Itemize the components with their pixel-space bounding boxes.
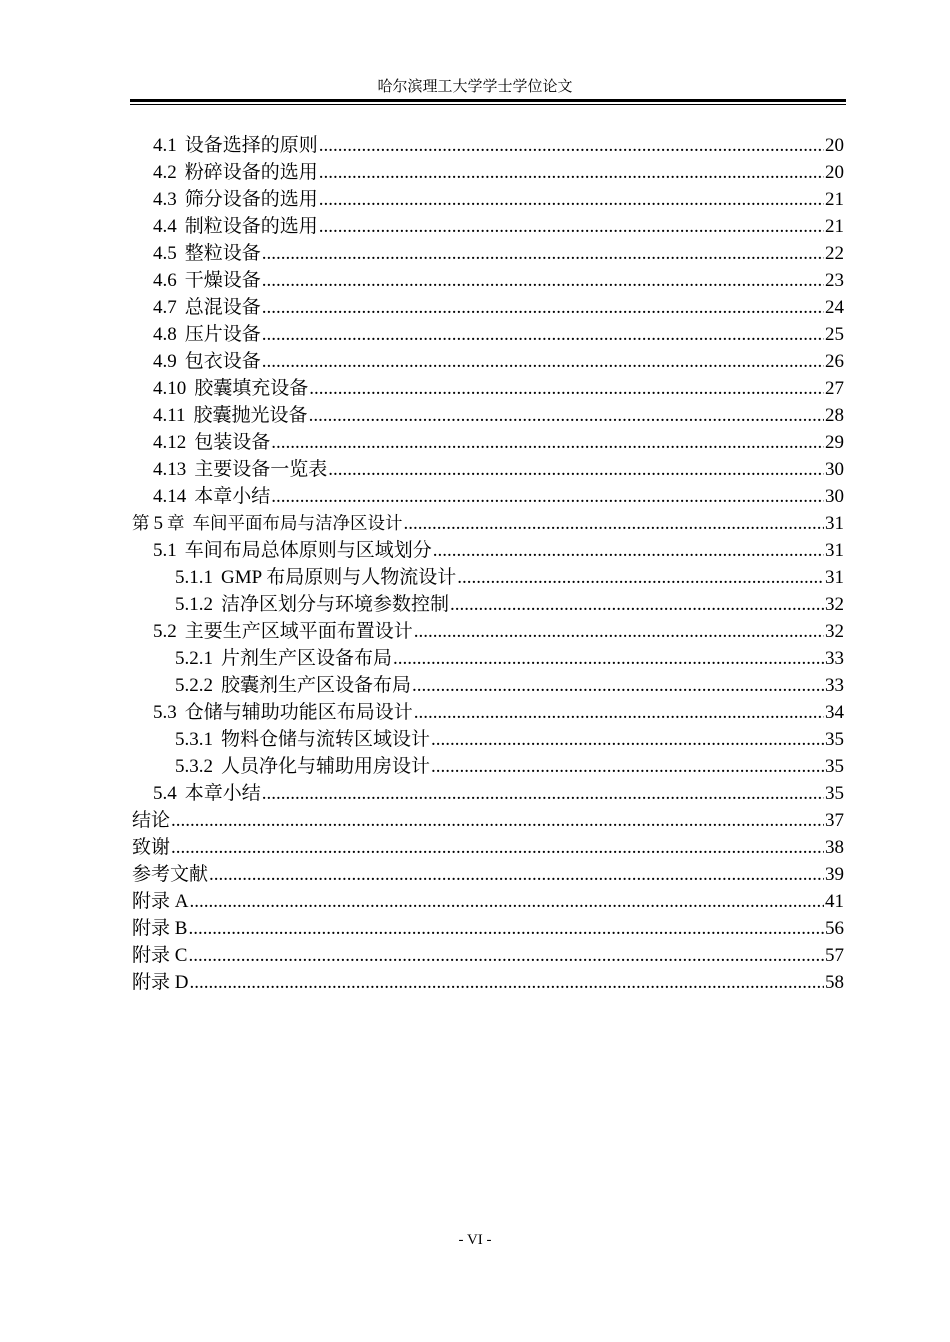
toc-leader-dots — [404, 510, 825, 537]
toc-entry-title: 致谢 — [132, 837, 171, 858]
toc-leader-dots — [188, 915, 824, 942]
toc-leader-dots — [319, 213, 824, 240]
toc-leader-dots — [189, 969, 824, 996]
toc-leader-dots — [414, 699, 824, 726]
toc-entry-label — [175, 645, 392, 672]
toc-leader-dots — [319, 132, 824, 159]
toc-entry-title: 总混设备 — [184, 297, 261, 318]
toc-entry-page: 22 — [825, 243, 844, 264]
toc-entry[interactable] — [132, 942, 844, 969]
toc-entry[interactable] — [132, 672, 844, 699]
toc-entry[interactable] — [132, 780, 844, 807]
toc-entry-title: 本章小结 — [194, 486, 271, 507]
toc-entry-page: 57 — [825, 945, 844, 966]
toc-entry[interactable] — [132, 969, 844, 996]
toc-entry-label — [132, 969, 188, 996]
toc-entry-number: 5.2 — [153, 621, 177, 642]
toc-entry-label — [153, 186, 318, 213]
toc-entry-title: 附录 D — [132, 972, 189, 993]
toc-entry-label — [153, 321, 261, 348]
toc-leader-dots — [262, 267, 824, 294]
toc-entry-page: 41 — [825, 891, 844, 912]
toc-entry-title: 胶囊剂生产区设备布局 — [221, 675, 412, 696]
header-rule-thick — [130, 99, 846, 102]
toc-entry-page: 25 — [825, 324, 844, 345]
toc-entry[interactable] — [132, 375, 844, 402]
toc-entry-page: 31 — [825, 540, 844, 561]
toc-entry-page: 32 — [825, 621, 844, 642]
toc-entry-number: 4.12 — [153, 432, 187, 453]
toc-leader-dots — [189, 888, 824, 915]
toc-entry-label — [153, 429, 270, 456]
chapter-suffix: 章 — [167, 514, 185, 534]
toc-entry-title: 人员净化与辅助用房设计 — [221, 756, 431, 777]
toc-entry-title: 结论 — [132, 810, 171, 831]
toc-leader-dots — [433, 537, 824, 564]
toc-entry-label — [175, 672, 411, 699]
toc-entry-page: 34 — [825, 702, 844, 723]
toc-leader-dots — [309, 375, 824, 402]
toc-entry[interactable] — [132, 807, 844, 834]
toc-leader-dots — [262, 321, 824, 348]
toc-entry-page: 38 — [825, 837, 844, 858]
toc-entry-title: 压片设备 — [184, 324, 261, 345]
toc-entry-title: 参考文献 — [132, 864, 209, 885]
toc-entry-title: 制粒设备的选用 — [184, 216, 318, 237]
toc-entry[interactable] — [132, 456, 844, 483]
toc-leader-dots — [431, 753, 824, 780]
toc-entry-page: 21 — [825, 189, 844, 210]
toc-leader-dots — [209, 861, 824, 888]
toc-entry-label — [153, 213, 318, 240]
toc-entry-page: 30 — [825, 459, 844, 480]
toc-entry-label — [175, 591, 449, 618]
toc-entry-title: 设备选择的原则 — [184, 135, 318, 156]
toc-entry-label — [175, 753, 430, 780]
toc-entry-label — [153, 402, 308, 429]
toc-entry-label — [153, 780, 261, 807]
toc-entry-number: 4.4 — [153, 216, 177, 237]
toc-entry-number: 5.4 — [153, 783, 177, 804]
toc-entry-page: 31 — [825, 567, 844, 588]
toc-leader-dots — [262, 240, 824, 267]
toc-entry-page: 35 — [825, 783, 844, 804]
toc-entry-number: 4.9 — [153, 351, 177, 372]
toc-entry-label — [132, 861, 208, 888]
toc-entry[interactable] — [132, 240, 844, 267]
toc-leader-dots — [412, 672, 824, 699]
toc-entry-title: 筛分设备的选用 — [184, 189, 318, 210]
toc-entry[interactable] — [132, 402, 844, 429]
toc-entry[interactable] — [132, 132, 844, 159]
toc-entry-label — [153, 618, 413, 645]
toc-entry-label — [132, 807, 170, 834]
toc-entry-title: 车间布局总体原则与区域划分 — [184, 540, 432, 561]
toc-entry-label — [132, 915, 187, 942]
header-rule-thin — [130, 104, 846, 105]
toc-entry[interactable] — [132, 618, 844, 645]
toc-entry[interactable] — [132, 726, 844, 753]
toc-entry[interactable] — [132, 699, 844, 726]
toc-entry[interactable] — [132, 159, 844, 186]
chapter-prefix: 第 — [132, 514, 150, 534]
toc-entry-label — [132, 942, 187, 969]
toc-entry-number: 4.10 — [153, 378, 187, 399]
toc-entry-number: 4.11 — [153, 405, 186, 426]
toc-leader-dots — [262, 780, 824, 807]
toc-entry[interactable] — [132, 591, 844, 618]
toc-entry[interactable] — [132, 645, 844, 672]
toc-entry-number: 5.3.2 — [175, 756, 213, 777]
toc-entry[interactable] — [132, 294, 844, 321]
toc-entry-label — [132, 888, 188, 915]
toc-entry-page: 29 — [825, 432, 844, 453]
toc-leader-dots — [319, 186, 824, 213]
toc-entry-label — [153, 159, 318, 186]
toc-entry-page: 30 — [825, 486, 844, 507]
toc-entry[interactable] — [132, 267, 844, 294]
toc-leader-dots — [262, 294, 824, 321]
toc-entry-label — [175, 726, 430, 753]
toc-entry-title: 整粒设备 — [184, 243, 261, 264]
toc-entry-page: 37 — [825, 810, 844, 831]
toc-entry-page: 31 — [825, 513, 844, 534]
toc-leader-dots — [262, 348, 824, 375]
toc-entry-title: 洁净区划分与环境参数控制 — [221, 594, 450, 615]
toc-leader-dots — [188, 942, 824, 969]
toc-entry[interactable] — [132, 564, 844, 591]
toc-entry-label — [153, 699, 413, 726]
running-header: 哈尔滨理工大学学士学位论文 — [377, 79, 573, 95]
toc-entry-number: 4.6 — [153, 270, 177, 291]
toc-entry-number: 5.2.2 — [175, 675, 213, 696]
toc-leader-dots — [414, 618, 824, 645]
toc-entry-title: 本章小结 — [184, 783, 261, 804]
toc-leader-dots — [450, 591, 824, 618]
toc-leader-dots — [393, 645, 824, 672]
toc-entry-page: 35 — [825, 729, 844, 750]
toc-leader-dots — [171, 807, 824, 834]
toc-entry[interactable] — [132, 348, 844, 375]
toc-entry-title: 包装设备 — [194, 432, 271, 453]
toc-entry-title: 仓储与辅助功能区布局设计 — [184, 702, 413, 723]
toc-entry-label — [132, 834, 170, 861]
toc-entry[interactable] — [132, 753, 844, 780]
toc-leader-dots — [328, 456, 824, 483]
toc-entry[interactable] — [132, 915, 844, 942]
toc-entry-title: 主要设备一览表 — [194, 459, 328, 480]
toc-entry-title: 附录 B — [132, 918, 188, 939]
toc-leader-dots — [457, 564, 824, 591]
toc-entry-page: 33 — [825, 648, 844, 669]
toc-entry-number: 4.8 — [153, 324, 177, 345]
toc-entry-page: 33 — [825, 675, 844, 696]
toc-entry-label — [153, 240, 261, 267]
toc-entry-label — [153, 132, 318, 159]
toc-leader-dots — [271, 483, 824, 510]
toc-entry-number: 4.1 — [153, 135, 177, 156]
toc-entry-page: 20 — [825, 135, 844, 156]
toc-entry-number: 5.3.1 — [175, 729, 213, 750]
toc-entry[interactable] — [132, 213, 844, 240]
toc-entry[interactable] — [132, 861, 844, 888]
toc-entry-label — [153, 483, 270, 510]
toc-entry-number: 4.3 — [153, 189, 177, 210]
toc-entry-label — [153, 456, 327, 483]
toc-entry-page: 21 — [825, 216, 844, 237]
toc-entry-number: 4.7 — [153, 297, 177, 318]
toc-entry[interactable] — [132, 186, 844, 213]
toc-entry-number: 5.1.1 — [175, 567, 213, 588]
toc-entry-label — [153, 294, 261, 321]
toc-entry-title: 附录 C — [132, 945, 188, 966]
toc-entry-page: 20 — [825, 162, 844, 183]
toc-entry-title: 物料仓储与流转区域设计 — [221, 729, 431, 750]
toc-entry-page: 23 — [825, 270, 844, 291]
toc-entry[interactable] — [132, 888, 844, 915]
toc-entry-label — [153, 537, 432, 564]
toc-entry[interactable] — [132, 483, 844, 510]
toc-entry-page: 24 — [825, 297, 844, 318]
toc-leader-dots — [319, 159, 824, 186]
toc-entry-page: 26 — [825, 351, 844, 372]
toc-entry-title: 干燥设备 — [184, 270, 261, 291]
toc-leader-dots — [171, 834, 824, 861]
chapter-number: 5 — [153, 513, 163, 534]
toc-entry-page: 56 — [825, 918, 844, 939]
toc-entry-title: 胶囊抛光设备 — [193, 405, 308, 426]
toc-entry-label — [175, 564, 456, 591]
toc-entry-title: 粉碎设备的选用 — [184, 162, 318, 183]
toc-entry-number: 5.1 — [153, 540, 177, 561]
toc-entry-title: 胶囊填充设备 — [194, 378, 309, 399]
toc-entry-title: GMP 布局原则与人物流设计 — [221, 567, 457, 588]
toc-entry[interactable] — [132, 537, 844, 564]
toc-entry-page: 27 — [825, 378, 844, 399]
page-number: - VI - — [458, 1232, 492, 1248]
toc-entry-page: 28 — [825, 405, 844, 426]
toc-entry-label — [153, 267, 261, 294]
toc-entry-page: 39 — [825, 864, 844, 885]
toc-entry-title: 主要生产区域平面布置设计 — [184, 621, 413, 642]
toc-entry-label — [132, 510, 403, 538]
toc-entry-label — [153, 375, 308, 402]
toc-entry-title: 车间平面布局与洁净区设计 — [192, 514, 403, 534]
toc-entry[interactable] — [132, 321, 844, 348]
toc-entry-number: 4.5 — [153, 243, 177, 264]
toc-entry-number: 4.13 — [153, 459, 187, 480]
toc-leader-dots — [271, 429, 824, 456]
toc-entry-number: 5.2.1 — [175, 648, 213, 669]
toc-entry-page: 58 — [825, 972, 844, 993]
toc-entry-page: 35 — [825, 756, 844, 777]
toc-entry-number: 4.14 — [153, 486, 187, 507]
toc-leader-dots — [309, 402, 824, 429]
toc-entry[interactable] — [132, 429, 844, 456]
toc-leader-dots — [431, 726, 824, 753]
toc-entry[interactable] — [132, 834, 844, 861]
toc-entry-number: 5.1.2 — [175, 594, 213, 615]
table-of-contents — [132, 132, 844, 996]
toc-entry-label — [153, 348, 261, 375]
toc-entry[interactable] — [132, 510, 844, 537]
toc-entry-title: 片剂生产区设备布局 — [221, 648, 393, 669]
toc-entry-page: 32 — [825, 594, 844, 615]
toc-entry-number: 4.2 — [153, 162, 177, 183]
toc-entry-title: 附录 A — [132, 891, 189, 912]
toc-entry-number: 5.3 — [153, 702, 177, 723]
toc-entry-title: 包衣设备 — [184, 351, 261, 372]
